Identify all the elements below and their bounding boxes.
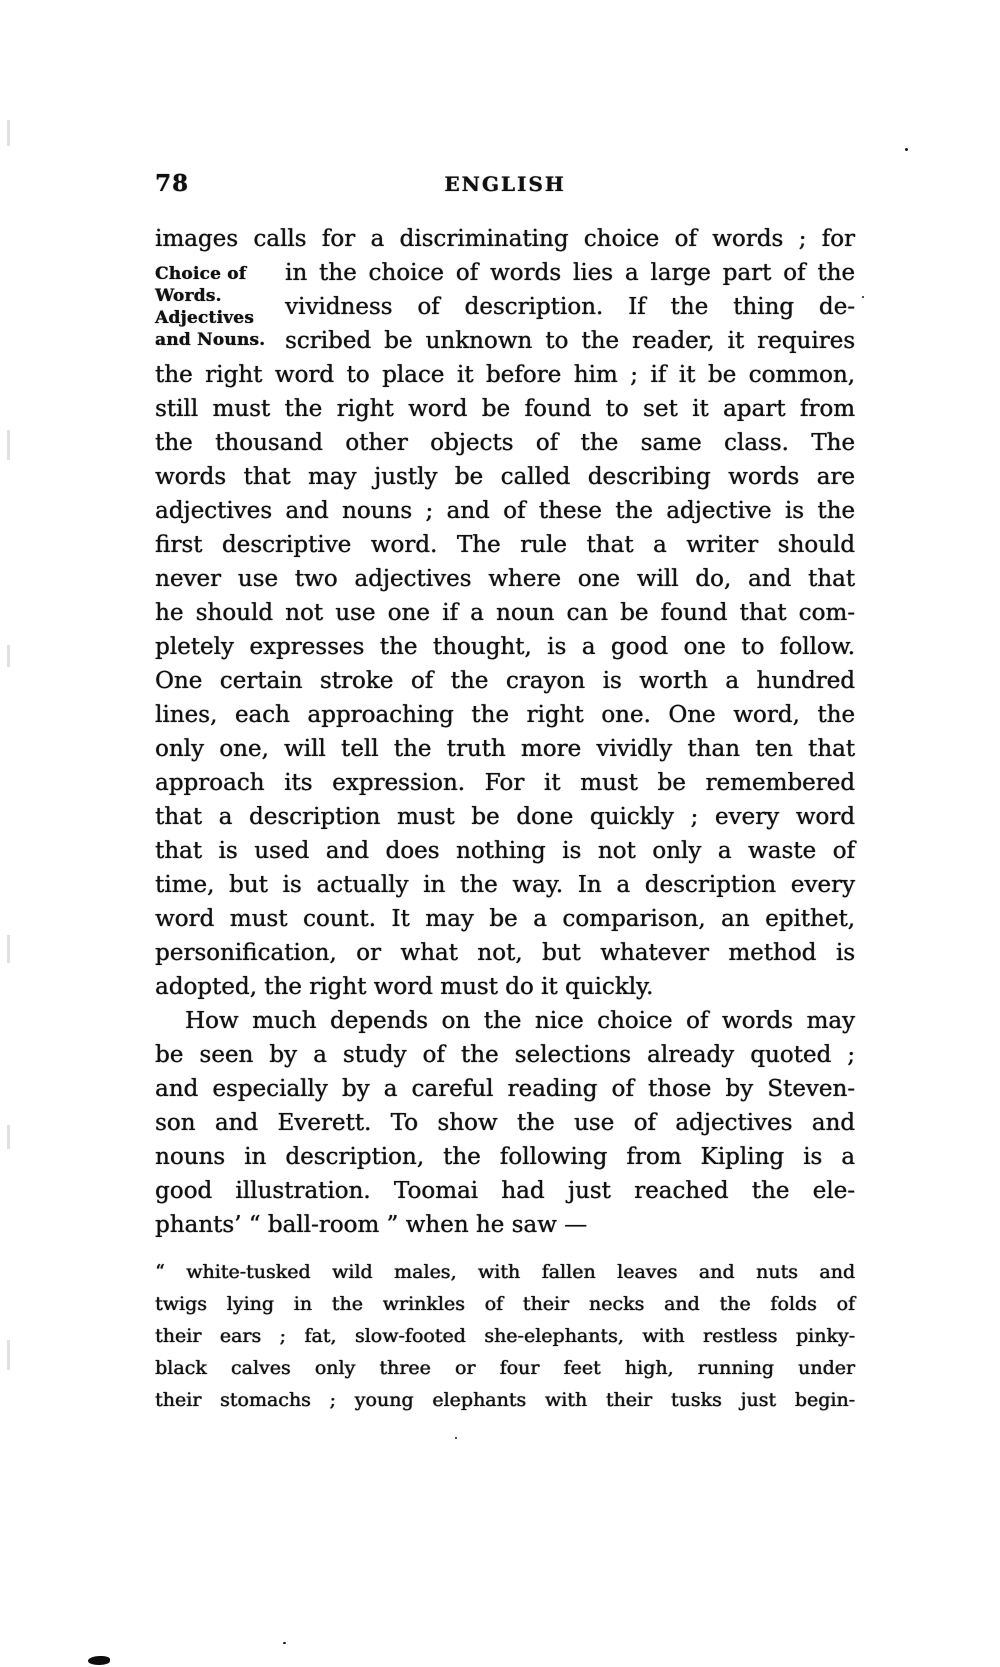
text-line: their ears ; fat, slow-footed she-elephants, with restless pinky- xyxy=(155,1325,855,1347)
text-line: their stomachs ; young elephants with their tusks just begin- xyxy=(155,1389,855,1411)
body-text xyxy=(155,222,855,1416)
text-line: the thousand other objects of the same class. The xyxy=(155,430,855,456)
text-line: “ white-tusked wild males, with fallen leaves and nuts and xyxy=(155,1261,855,1283)
text-line: be seen by a study of the selections already quoted ; xyxy=(155,1042,855,1068)
ink-speck xyxy=(283,1642,286,1644)
text-line: never use two adjectives where one will do, and that xyxy=(155,566,855,592)
paragraph-1-continued xyxy=(155,358,855,1004)
quotation-block xyxy=(155,1256,855,1416)
paragraph-1 xyxy=(155,222,855,1004)
text-line: that a description must be done quickly ; every word xyxy=(155,804,855,830)
ink-speck xyxy=(905,148,908,151)
text-line: still must the right word be found to set it apart from xyxy=(155,396,855,422)
text-block xyxy=(155,170,855,1416)
text-line: personification, or what not, but whatever method is xyxy=(155,940,855,966)
text-line: How much depends on the nice choice of words may xyxy=(185,1008,855,1034)
page-number: 78 xyxy=(155,170,190,197)
text-line: phants’ “ ball-room ” when he saw — xyxy=(155,1212,588,1238)
ink-speck xyxy=(862,296,864,298)
text-beside-note xyxy=(285,256,855,358)
scan-edge-artifact xyxy=(7,935,10,963)
text-line: adopted, the right word must do it quickly. xyxy=(155,974,654,1000)
text-line: he should not use one if a noun can be found that com- xyxy=(155,600,855,626)
text-line: and especially by a careful reading of those by Steven- xyxy=(155,1076,855,1102)
text-line: One certain stroke of the crayon is worth a hundred xyxy=(155,668,855,694)
text-line: Choice of xyxy=(155,264,247,284)
text-line: time, but is actually in the way. In a description every xyxy=(155,872,855,898)
scan-edge-artifact xyxy=(7,1125,10,1149)
text-line: in the choice of words lies a large part of the xyxy=(285,260,855,286)
text-line: word must count. It may be a comparison, an epithet, xyxy=(155,906,855,932)
ink-speck xyxy=(455,1437,457,1439)
ink-smudge xyxy=(88,1656,110,1665)
text-line: that is used and does nothing is not only a waste of xyxy=(155,838,855,864)
margin-note xyxy=(155,256,285,351)
page-header xyxy=(155,170,855,198)
text-line: good illustration. Toomai had just reached the ele- xyxy=(155,1178,855,1204)
text-line: vividness of description. If the thing de- xyxy=(285,294,855,320)
text-line: and Nouns. xyxy=(155,330,266,350)
text-line: approach its expression. For it must be remembered xyxy=(155,770,855,796)
text-line: Adjectives xyxy=(155,308,254,328)
text-line: words that may justly be called describing words are xyxy=(155,464,855,490)
text-line: black calves only three or four feet high, running under xyxy=(155,1357,855,1379)
text-line: only one, will tell the truth more vividly than ten that xyxy=(155,736,855,762)
text-line: lines, each approaching the right one. One word, the xyxy=(155,702,855,728)
text-line: Words. xyxy=(155,286,222,306)
text-line: son and Everett. To show the use of adjectives and xyxy=(155,1110,855,1136)
text-line: first descriptive word. The rule that a writer should xyxy=(155,532,855,558)
scan-edge-artifact xyxy=(7,1340,10,1370)
text-line: nouns in description, the following from Kipling is a xyxy=(155,1144,855,1170)
scan-edge-artifact xyxy=(7,645,10,667)
text-line: images calls for a discriminating choice of words ; for xyxy=(155,226,855,252)
text-line: twigs lying in the wrinkles of their necks and the folds of xyxy=(155,1293,855,1315)
note-row xyxy=(155,256,855,358)
text-line: the right word to place it before him ; if it be common, xyxy=(155,362,855,388)
text-line: scribed be unknown to the reader, it requires xyxy=(285,328,855,354)
scan-edge-artifact xyxy=(7,430,10,460)
text-line: adjectives and nouns ; and of these the adjective is the xyxy=(155,498,855,524)
paragraph-2 xyxy=(155,1004,855,1242)
text-line: pletely expresses the thought, is a good one to follow. xyxy=(155,634,855,660)
scan-edge-artifact xyxy=(7,120,10,146)
running-title: ENGLISH xyxy=(444,172,566,196)
